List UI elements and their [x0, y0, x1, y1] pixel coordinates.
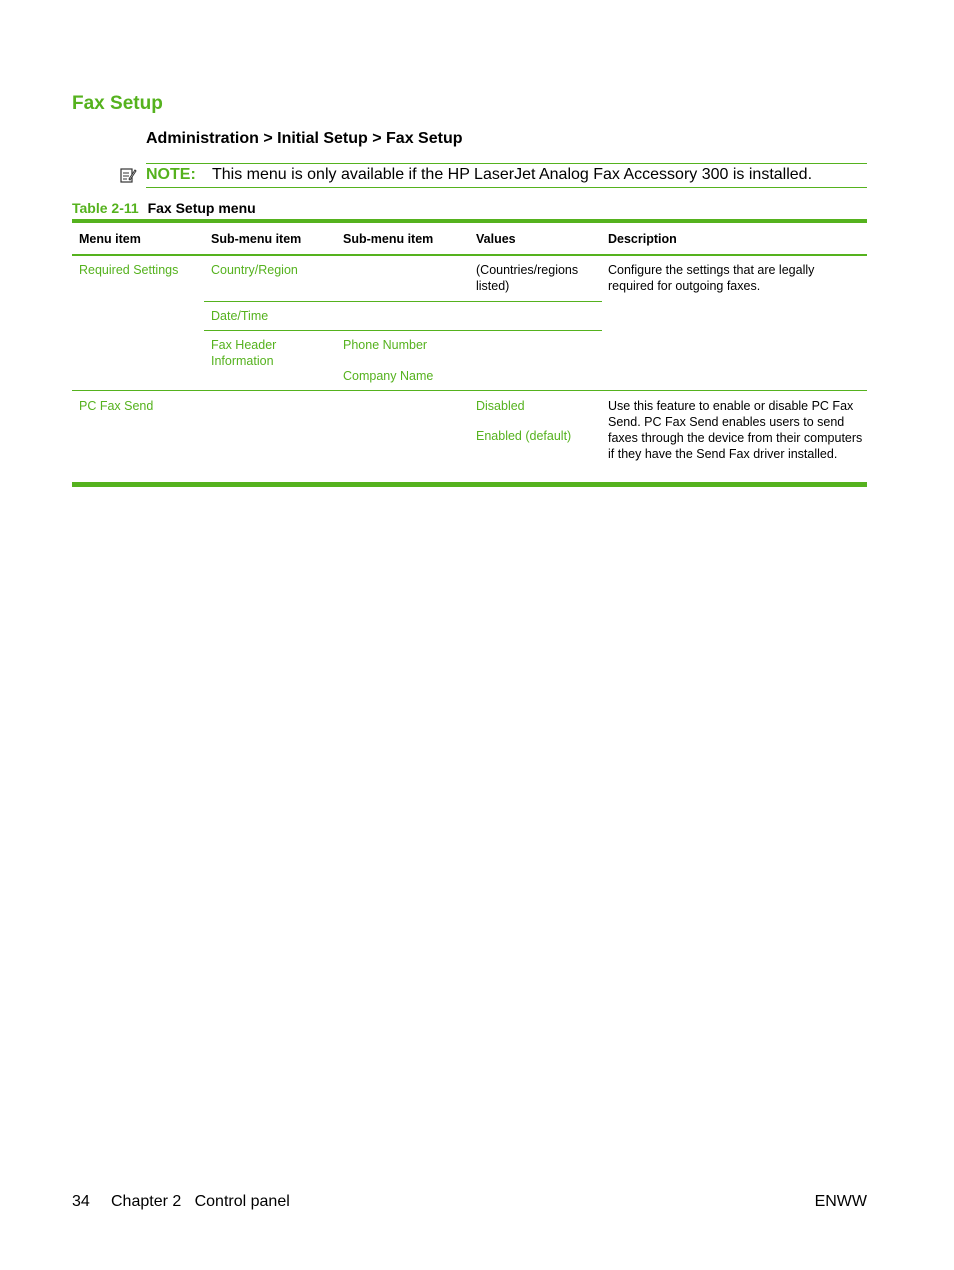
submenu-company-name[interactable]: Company Name: [343, 369, 434, 383]
menu-item-required-settings[interactable]: Required Settings: [79, 263, 179, 277]
submenu-phone-number[interactable]: Phone Number: [343, 338, 428, 352]
doc-code: ENWW: [814, 1193, 867, 1210]
submenu-fax-header-information[interactable]: Fax Header Information: [211, 338, 277, 368]
table-caption-number: Table 2-11: [72, 200, 139, 216]
breadcrumb: Administration > Initial Setup > Fax Setup: [146, 130, 463, 147]
description-pc-fax-send: Use this feature to enable or disable PC Fax Send. PC Fax Send enables users to send faxes through the device from their computers if they have the Send Fax driver installed.: [608, 399, 863, 461]
table-top-rule: [72, 219, 867, 223]
table-caption-title: Fax Setup menu: [147, 200, 256, 216]
submenu-date-time[interactable]: Date/Time: [211, 309, 269, 323]
value-disabled[interactable]: Disabled: [476, 399, 525, 413]
row-divider: [72, 390, 867, 391]
page-number: 34: [72, 1193, 90, 1210]
fax-setup-table: [72, 219, 867, 487]
value-enabled-default[interactable]: Enabled (default): [476, 429, 572, 443]
header-description: Description: [608, 232, 677, 246]
note-icon: [119, 166, 137, 184]
note-label: NOTE:: [146, 166, 196, 183]
section-title: Fax Setup: [72, 93, 163, 114]
table-bottom-rule: [72, 482, 867, 487]
value-countries-listed: (Countries/regions listed): [476, 263, 579, 293]
menu-item-pc-fax-send[interactable]: PC Fax Send: [79, 399, 154, 413]
header-sub-menu-item-1: Sub-menu item: [211, 232, 302, 246]
header-rule: [72, 254, 867, 256]
row-divider: [204, 330, 602, 331]
note-box: [146, 163, 867, 188]
chapter-title: Chapter 2 Control panel: [111, 1193, 290, 1210]
row-divider: [204, 301, 602, 302]
header-values: Values: [476, 232, 516, 246]
submenu-country-region[interactable]: Country/Region: [211, 263, 298, 277]
header-sub-menu-item-2: Sub-menu item: [343, 232, 434, 246]
header-menu-item: Menu item: [79, 232, 141, 246]
table-caption: [72, 200, 256, 216]
description-required-settings: Configure the settings that are legally required for outgoing faxes.: [608, 263, 815, 293]
note-text: This menu is only available if the HP LaserJet Analog Fax Accessory 300 is installed.: [212, 166, 813, 183]
